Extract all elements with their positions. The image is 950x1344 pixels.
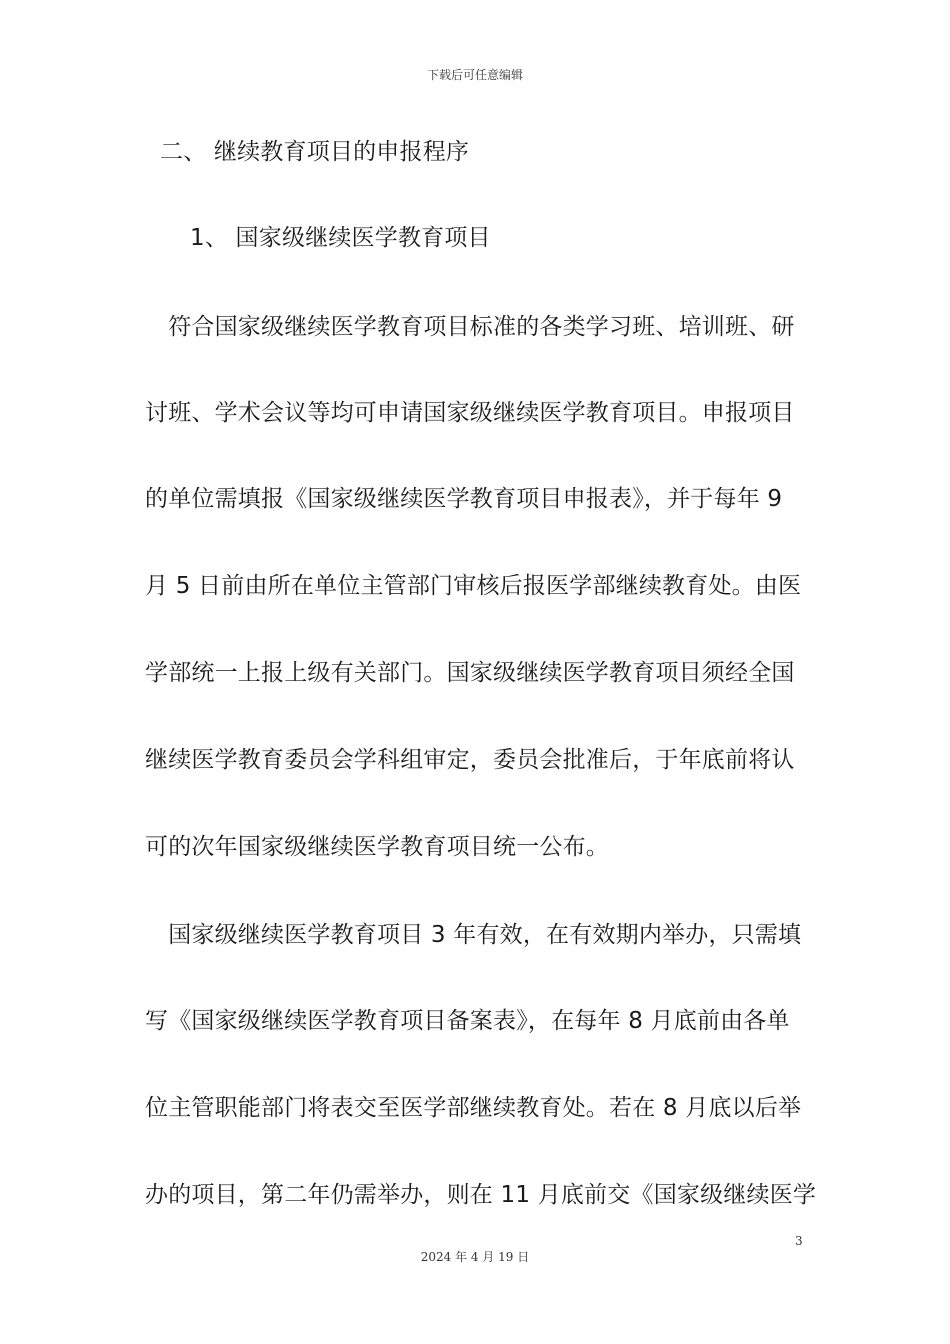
body-line: 写《国家级继续医学教育项目备案表》，在每年 8 月底前由各单 <box>145 1008 790 1034</box>
body-line: 位主管职能部门将表交至医学部继续教育处。若在 8 月底以后举 <box>145 1095 802 1121</box>
section-subheading: 1、 国家级继续医学教育项目 <box>190 225 491 251</box>
body-line: 讨班、学术会议等均可申请国家级继续医学教育项目。申报项目 <box>145 400 795 426</box>
body-line: 符合国家级继续医学教育项目标准的各类学习班、培训班、研 <box>145 314 795 340</box>
body-line: 的单位需填报《国家级继续医学教育项目申报表》，并于每年 9 <box>145 486 783 512</box>
footer-date: 2024 年 4 月 19 日 <box>420 1250 530 1264</box>
body-line: 可的次年国家级继续医学教育项目统一公布。 <box>145 834 609 860</box>
body-line: 继续医学教育委员会学科组审定，委员会批准后，于年底前将认 <box>145 747 795 773</box>
body-line: 月 5 日前由所在单位主管部门审核后报医学部继续教育处。由医 <box>145 573 802 599</box>
body-line: 办的项目，第二年仍需举办，则在 11 月底前交《国家级继续医学 <box>145 1182 817 1208</box>
header-note: 下载后可任意编辑 <box>426 68 523 82</box>
body-line: 学部统一上报上级有关部门。国家级继续医学教育项目须经全国 <box>145 660 795 686</box>
body-line: 国家级继续医学教育项目 3 年有效，在有效期内举办，只需填 <box>145 922 802 948</box>
page-number: 3 <box>795 1234 803 1248</box>
section-heading: 二、 继续教育项目的申报程序 <box>160 139 470 165</box>
